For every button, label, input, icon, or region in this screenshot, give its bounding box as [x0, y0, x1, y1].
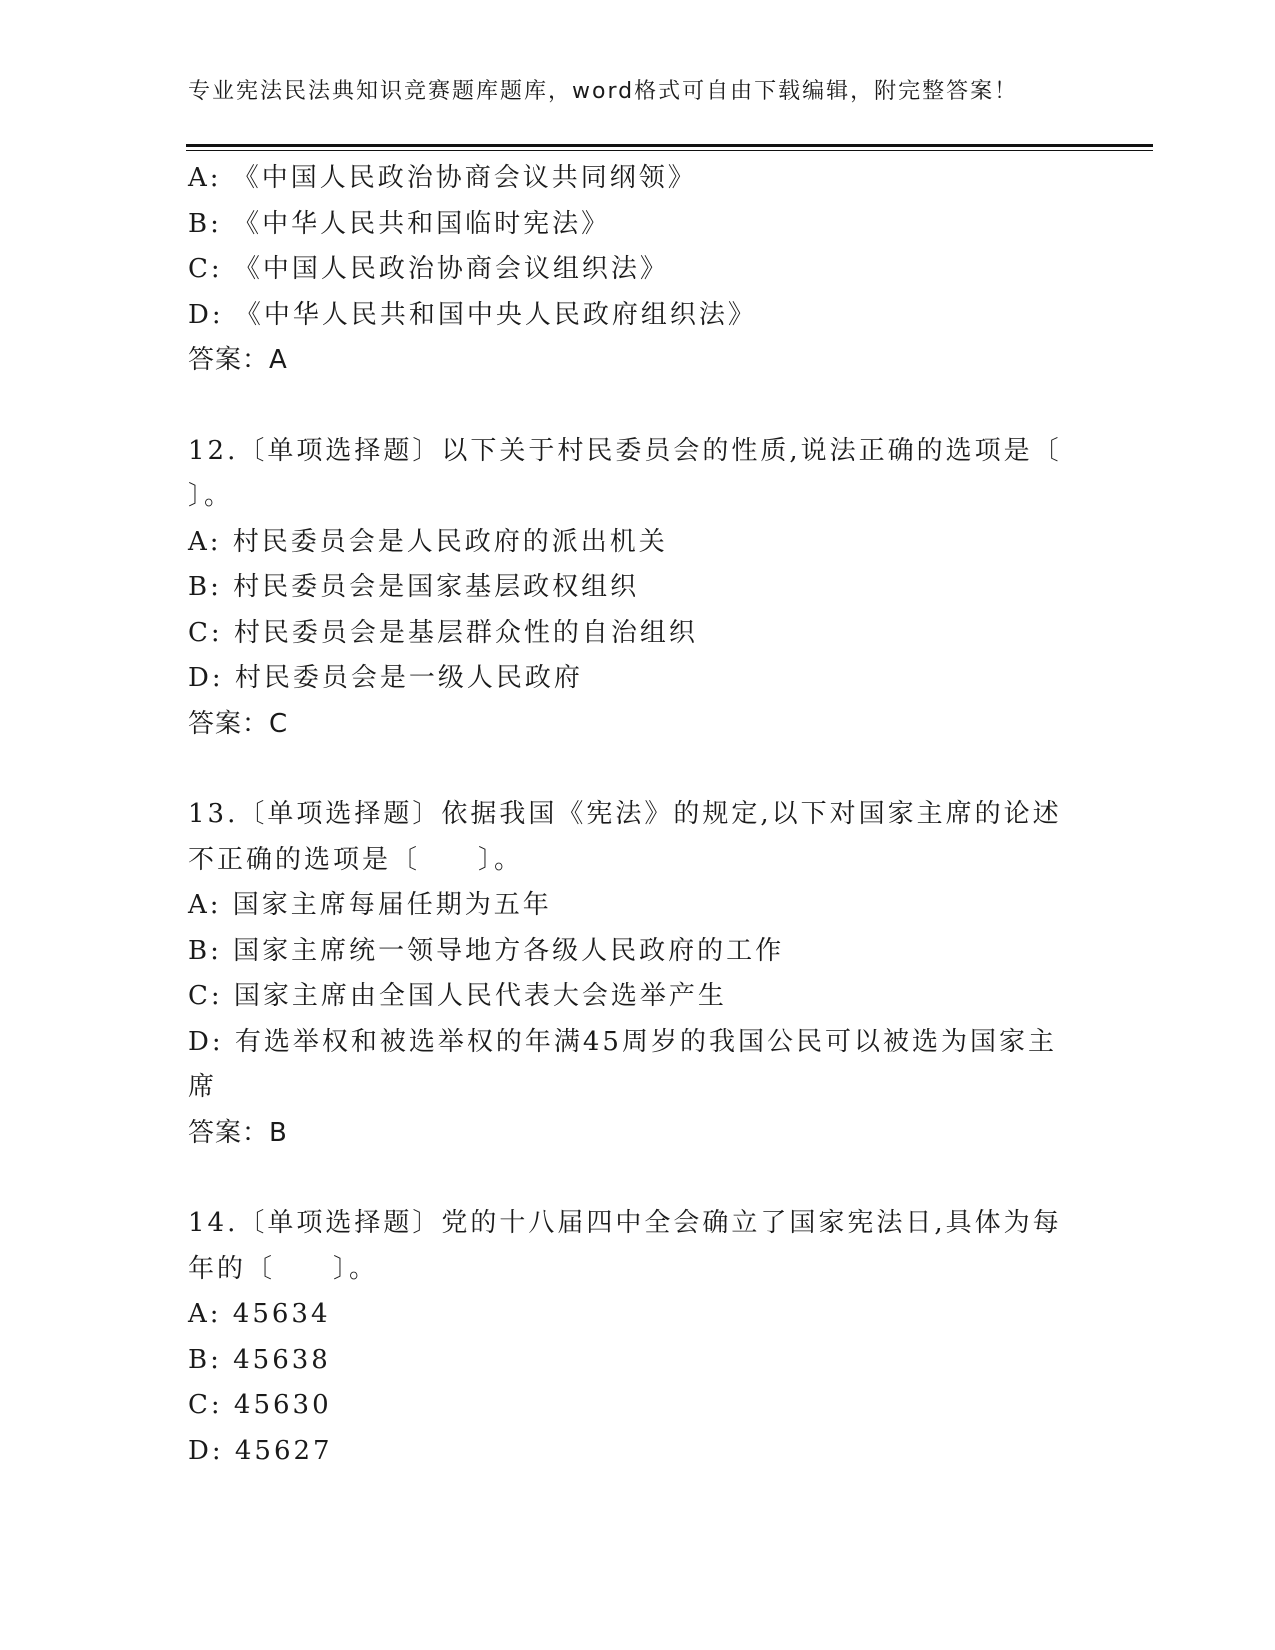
- option-b: B: 国家主席统一领导地方各级人民政府的工作: [188, 935, 785, 966]
- option-a: A: 国家主席每届任期为五年: [188, 890, 552, 920]
- question-11: [188, 156, 1068, 384]
- option-c: C: 国家主席由全国人民代表大会选举产生: [188, 981, 727, 1011]
- question-stem: 14.〔单项选择题〕党的十八届四中全会确立了国家宪法日,具体为每: [188, 1208, 1062, 1238]
- answer: 答案：B: [188, 1117, 288, 1148]
- question-12: [188, 429, 1068, 748]
- page-header: 专业宪法民法典知识竞赛题库题库，word格式可自由下载编辑，附完整答案！: [188, 79, 1019, 104]
- option-b: B: 村民委员会是国家基层政权组织: [188, 572, 640, 602]
- answer: 答案：C: [188, 708, 289, 739]
- question-stem: 〕。: [188, 481, 234, 511]
- option-c: C: 45630: [188, 1390, 332, 1420]
- question-13: [188, 792, 1068, 1156]
- option-a: A: 《中国人民政治协商会议共同纲领》: [188, 163, 697, 193]
- option-d: D: 村民委员会是一级人民政府: [188, 663, 583, 693]
- option-b: B: 《中华人民共和国临时宪法》: [188, 208, 611, 239]
- option-d: D: 45627: [188, 1435, 333, 1466]
- question-stem: 不正确的选项是〔 〕。: [188, 844, 524, 875]
- option-c: C: 《中国人民政治协商会议组织法》: [188, 254, 669, 284]
- option-a: A: 45634: [188, 1299, 331, 1329]
- question-stem: 年的〔 〕。: [188, 1253, 379, 1284]
- option-d: D: 《中华人民共和国中央人民政府组织法》: [188, 299, 757, 330]
- option-c: C: 村民委员会是基层群众性的自治组织: [188, 617, 698, 648]
- header-rule-thick: [186, 144, 1153, 147]
- document-body: [188, 156, 1068, 1474]
- header-rule-thin: [186, 150, 1153, 151]
- question-stem: 12.〔单项选择题〕以下关于村民委员会的性质,说法正确的选项是〔: [188, 435, 1062, 466]
- question-stem: 13.〔单项选择题〕依据我国《宪法》的规定,以下对国家主席的论述: [188, 799, 1062, 829]
- option-a: A: 村民委员会是人民政府的派出机关: [188, 526, 668, 557]
- option-b: B: 45638: [188, 1344, 331, 1375]
- option-d-continued: 席: [188, 1072, 218, 1102]
- answer: 答案：A: [188, 345, 288, 375]
- option-d: D: 有选举权和被选举权的年满45周岁的我国公民可以被选为国家主: [188, 1026, 1057, 1057]
- question-14: [188, 1201, 1068, 1474]
